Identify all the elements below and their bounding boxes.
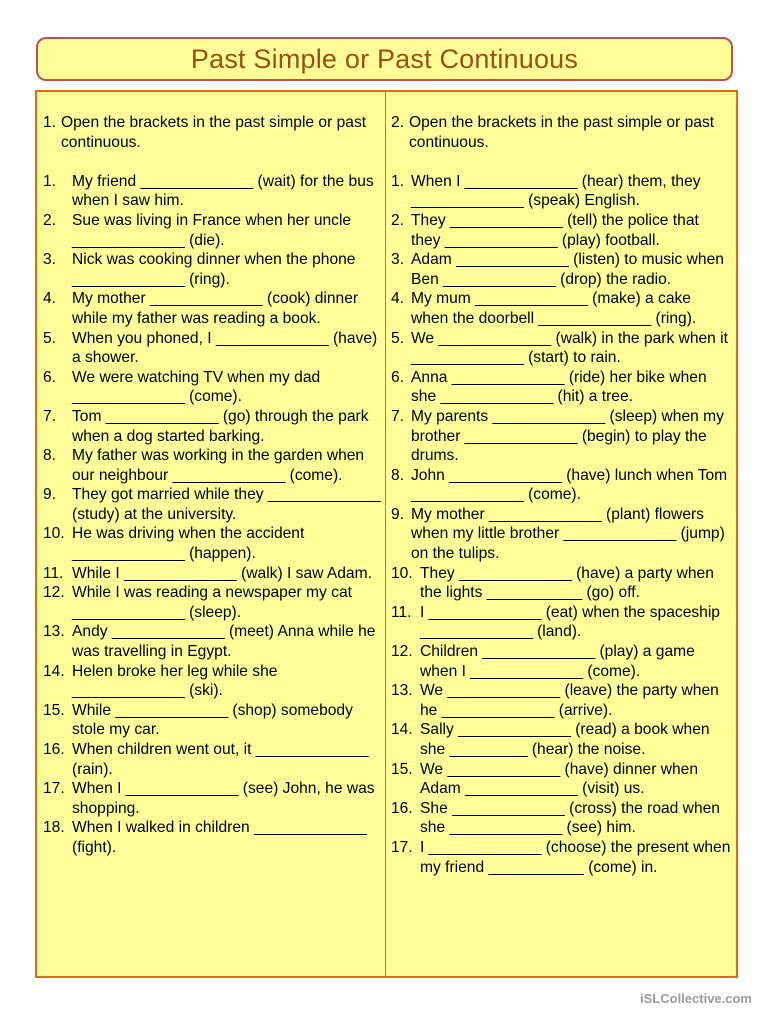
list-item <box>43 779 385 818</box>
exercise-2-column <box>386 92 736 976</box>
item-sentence: When children went out, it _____________ (rain). <box>72 741 369 778</box>
item-sentence: My parents _____________ (sleep) when my brother _____________ (begin) to play the drums. <box>411 407 724 465</box>
item-sentence: She _____________ (cross) the road when she _____________ (see) him. <box>420 799 720 837</box>
item-sentence: We _____________ (walk) in the park when it _____________ (start) to rain. <box>411 329 728 367</box>
item-sentence: I _____________ (eat) when the spaceship _____________ (land). <box>420 603 720 641</box>
item-sentence: When I _____________ (hear) them, they _____________ (speak) English. <box>411 172 701 210</box>
item-sentence: While _____________ (shop) somebody stole my car. <box>72 701 353 739</box>
list-item <box>391 250 736 289</box>
item-number: 14. <box>391 721 413 739</box>
item-sentence: Tom _____________ (go) through the park when a dog started barking. <box>72 407 369 445</box>
list-item <box>391 642 736 681</box>
item-number: 18. <box>43 819 65 837</box>
item-number: 8. <box>391 466 405 484</box>
item-sentence: Anna _____________ (ride) her bike when she _____________ (hit) a tree. <box>411 368 707 406</box>
item-number: 12. <box>391 643 413 661</box>
instruction-number: 2. <box>391 114 405 131</box>
item-sentence: My mother _____________ (plant) flowers when my little brother _____________ (jump) on the tulips. <box>411 505 725 563</box>
item-number: 7. <box>391 407 405 425</box>
worksheet-title: Past Simple or Past Continuous <box>190 43 579 74</box>
exercise-1-list <box>43 172 385 858</box>
exercise-2-list <box>391 172 736 877</box>
item-sentence: They _____________ (have) a party when the lights ___________ (go) off. <box>420 564 714 602</box>
item-number: 13. <box>43 623 65 641</box>
instruction-number: 1. <box>43 114 57 131</box>
item-sentence: When I walked in children _____________ (fight). <box>72 819 367 856</box>
item-sentence: Sally _____________ (read) a book when she _________ (hear) the noise. <box>420 721 710 758</box>
exercise-1-column <box>37 92 386 976</box>
item-number: 16. <box>391 799 413 817</box>
instruction-text: Open the brackets in the past simple or past continuous. <box>61 114 367 151</box>
item-number: 9. <box>43 486 57 504</box>
item-number: 17. <box>391 838 413 856</box>
list-item <box>391 368 736 407</box>
list-item <box>391 466 736 505</box>
instruction-text: Open the brackets in the past simple or past continuous. <box>409 114 715 151</box>
list-item <box>43 524 385 563</box>
exercise-2-instruction <box>391 113 736 152</box>
item-number: 5. <box>43 329 57 347</box>
item-sentence: We were watching TV when my dad _____________ (come). <box>72 368 321 406</box>
item-number: 4. <box>43 290 57 308</box>
item-number: 15. <box>43 701 65 719</box>
item-sentence: He was driving when the accident _____________ (happen). <box>72 525 305 563</box>
item-number: 1. <box>43 172 57 190</box>
item-sentence: My mother _____________ (cook) dinner while my father was reading a book. <box>72 290 359 327</box>
list-item <box>43 740 385 779</box>
item-number: 13. <box>391 682 413 700</box>
exercise-panel <box>35 90 738 978</box>
item-sentence: John _____________ (have) lunch when Tom _____________ (come). <box>411 466 728 504</box>
item-sentence: My friend _____________ (wait) for the bus when I saw him. <box>72 172 374 210</box>
list-item <box>391 681 736 720</box>
item-number: 2. <box>391 211 405 229</box>
item-sentence: Adam _____________ (listen) to music when Ben _____________ (drop) the radio. <box>411 251 724 288</box>
item-sentence: They got married while they _____________ (study) at the university. <box>72 486 381 523</box>
list-item <box>391 329 736 368</box>
item-number: 3. <box>43 251 57 269</box>
item-number: 14. <box>43 662 65 680</box>
item-number: 17. <box>43 780 65 798</box>
item-number: 1. <box>391 172 405 190</box>
list-item <box>391 505 736 564</box>
list-item <box>391 172 736 211</box>
item-number: 5. <box>391 329 405 347</box>
list-item <box>43 211 385 250</box>
exercise-1-instruction <box>43 113 385 152</box>
item-sentence: Helen broke her leg while she _____________ (ski). <box>72 662 278 700</box>
item-number: 16. <box>43 741 65 758</box>
title-banner <box>36 37 733 81</box>
item-number: 10. <box>43 525 65 543</box>
list-item <box>391 603 736 642</box>
item-sentence: When you phoned, I _____________ (have) a shower. <box>72 329 378 367</box>
item-sentence: Sue was living in France when her uncle _____________ (die). <box>72 211 352 249</box>
list-item <box>43 583 385 622</box>
list-item <box>391 720 736 759</box>
list-item <box>43 329 385 368</box>
list-item <box>43 818 385 857</box>
item-number: 10. <box>391 564 413 582</box>
item-number: 8. <box>43 447 57 465</box>
list-item <box>43 662 385 701</box>
list-item <box>43 289 385 328</box>
list-item <box>391 838 736 877</box>
item-number: 12. <box>43 584 65 602</box>
item-sentence: My mum _____________ (make) a cake when the doorbell _____________ (ring). <box>411 290 697 327</box>
item-sentence: Nick was cooking dinner when the phone _____________ (ring). <box>72 251 356 288</box>
list-item <box>43 446 385 485</box>
item-sentence: Children _____________ (play) a game when I _____________ (come). <box>420 643 695 680</box>
item-sentence: We _____________ (leave) the party when he _____________ (arrive). <box>420 682 719 719</box>
item-number: 4. <box>391 290 405 308</box>
list-item <box>43 407 385 446</box>
item-number: 6. <box>391 368 405 386</box>
list-item <box>43 485 385 524</box>
list-item <box>391 211 736 250</box>
item-number: 7. <box>43 407 57 425</box>
list-item <box>391 799 736 838</box>
list-item <box>43 701 385 740</box>
item-sentence: When I _____________ (see) John, he was shopping. <box>72 780 375 817</box>
item-sentence: They _____________ (tell) the police that they _____________ (play) football. <box>411 211 699 249</box>
list-item <box>43 564 385 584</box>
item-sentence: We _____________ (have) dinner when Adam _____________ (visit) us. <box>420 760 699 798</box>
item-sentence: While I was reading a newspaper my cat _____________ (sleep). <box>72 584 352 621</box>
item-number: 11. <box>43 564 64 582</box>
list-item <box>43 622 385 661</box>
list-item <box>391 407 736 466</box>
list-item <box>43 368 385 407</box>
item-sentence: Andy _____________ (meet) Anna while he was travelling in Egypt. <box>72 623 376 661</box>
list-item <box>43 250 385 289</box>
item-sentence: My father was working in the garden when our neighbour _____________ (come). <box>72 447 365 484</box>
item-number: 9. <box>391 505 405 523</box>
item-sentence: I _____________ (choose) the present when my friend ___________ (come) in. <box>420 838 731 876</box>
item-number: 2. <box>43 211 57 229</box>
watermark: iSLCollective.com <box>640 991 752 1006</box>
item-number: 15. <box>391 760 413 778</box>
list-item <box>391 289 736 328</box>
item-sentence: While I _____________ (walk) I saw Adam. <box>72 564 372 582</box>
list-item <box>391 760 736 799</box>
item-number: 11. <box>391 603 412 621</box>
item-number: 6. <box>43 368 57 386</box>
list-item <box>43 172 385 211</box>
list-item <box>391 564 736 603</box>
item-number: 3. <box>391 251 405 269</box>
